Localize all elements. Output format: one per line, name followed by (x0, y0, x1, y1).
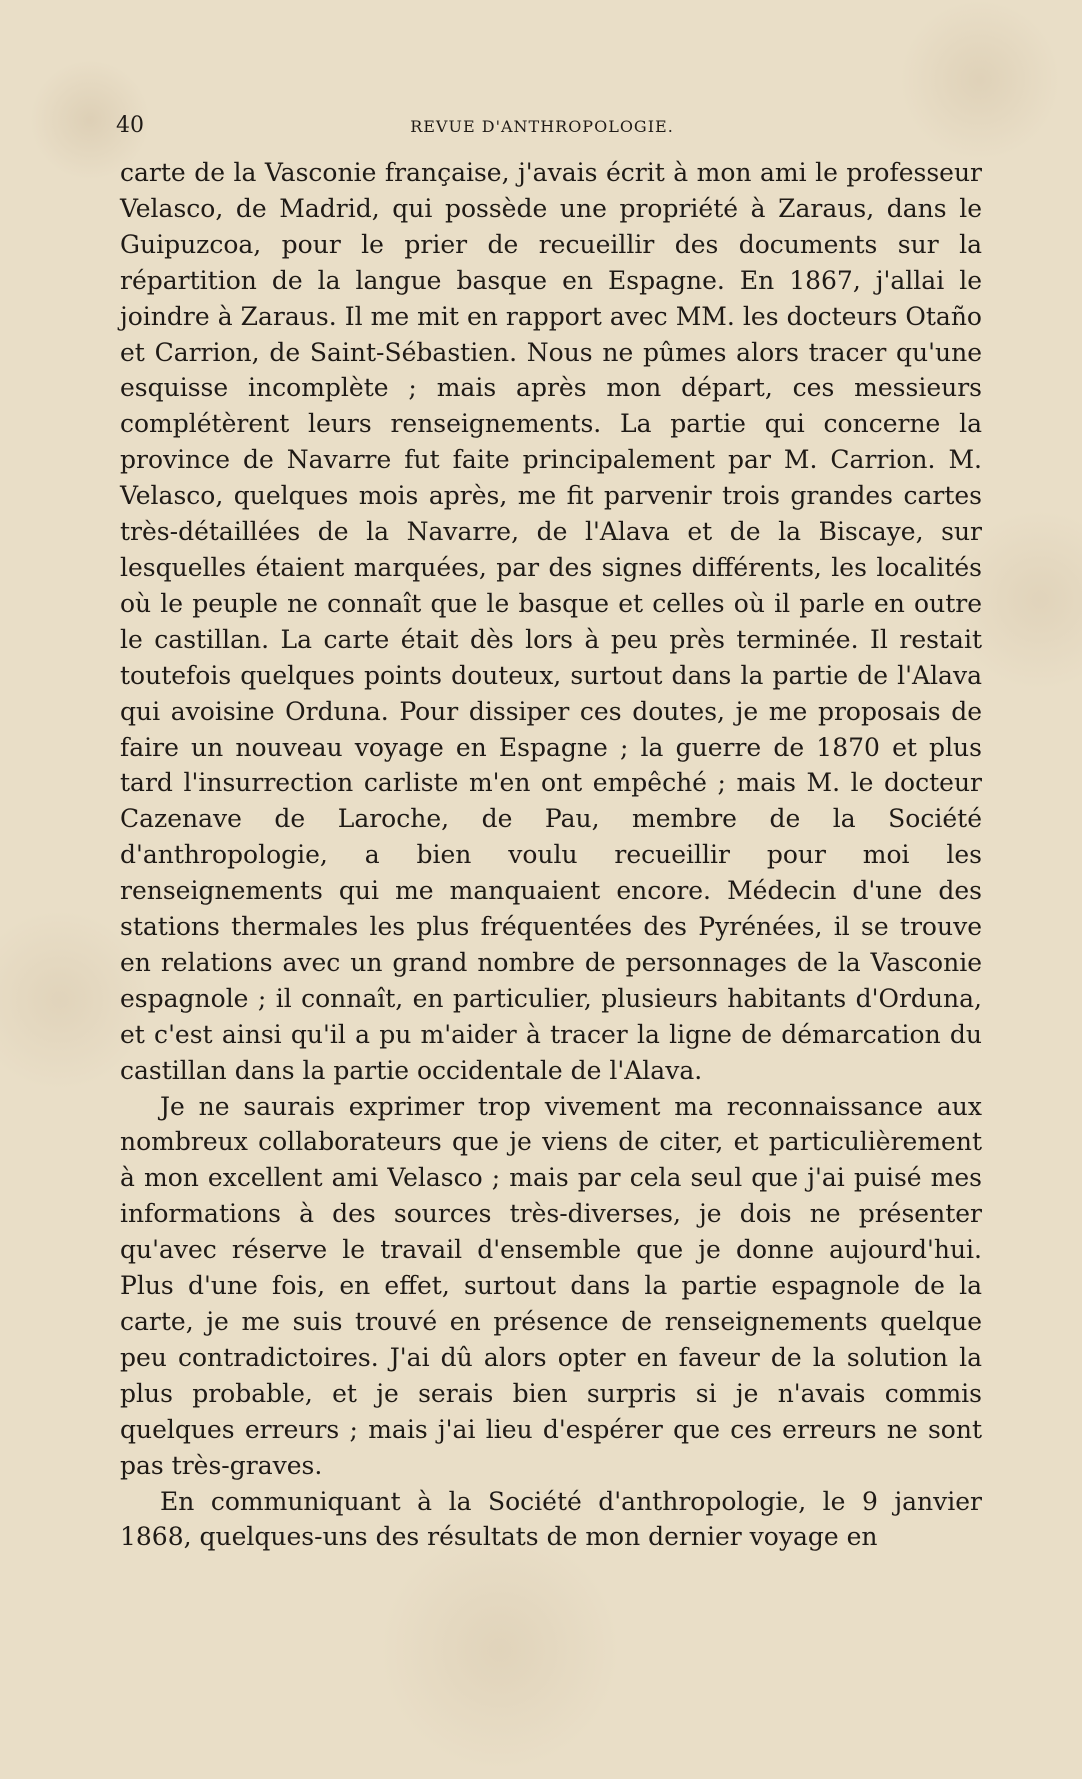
journal-title: REVUE D'ANTHROPOLOGIE. (410, 117, 674, 136)
running-head (116, 113, 968, 137)
body-text (120, 155, 982, 1555)
paragraph-1: carte de la Vasconie française, j'avais écrit à mon ami le professeur Velasco, de Madrid, qui possède une propriété à Zaraus, dans le Guipuzcoa, pour le prier de recueillir des documents sur la répartition de la langue basque en Espagne. En 1867, j'allai le joindre à Zaraus. Il me mit en rapport avec MM. les docteurs Otaño et Carrion, de Saint-Sébastien. Nous ne pûmes alors tracer qu'une esquisse incomplète ; mais après mon départ, ces messieurs complétèrent leurs renseignements. La partie qui concerne la province de Navarre fut faite principalement par M. Carrion. M. Velasco, quelques mois après, me fit parvenir trois grandes cartes très-détaillées de la Navarre, de l'Alava et de la Biscaye, sur lesquelles étaient marquées, par des signes différents, les localités où le peuple ne connaît que le basque et celles où il parle en outre le castillan. La carte était dès lors à peu près terminée. Il restait toutefois quelques points douteux, surtout dans la partie de l'Alava qui avoisine Orduna. Pour dissiper ces doutes, je me proposais de faire un nouveau voyage en Espagne ; la guerre de 1870 et plus tard l'insurrection carliste m'en ont empêché ; mais M. le docteur Cazenave de Laroche, de Pau, membre de la Société d'anthropologie, a bien voulu recueillir pour moi les renseignements qui me manquaient encore. Médecin d'une des stations thermales les plus fréquentées des Pyrénées, il se trouve en relations avec un grand nombre de personnages de la Vasconie espagnole ; il connaît, en particulier, plusieurs habitants d'Orduna, et c'est ainsi qu'il a pu m'aider à tracer la ligne de démarcation du castillan dans la partie occidentale de l'Alava. (120, 158, 982, 1085)
paragraph-3: En communiquant à la Société d'anthropologie, le 9 janvier 1868, quelques-uns des résultats de mon dernier voyage en (120, 1486, 982, 1552)
page-number: 40 (116, 113, 144, 138)
paragraph-2: Je ne saurais exprimer trop vivement ma reconnaissance aux nombreux collaborateurs que je viens de citer, et particulièrement à mon excellent ami Velasco ; mais par cela seul que j'ai puisé mes informations à des sources très-diverses, je dois ne présenter qu'avec réserve le travail d'ensemble que je donne aujourd'hui. Plus d'une fois, en effet, surtout dans la partie espagnole de la carte, je me suis trouvé en présence de renseignements quelque peu contradictoires. J'ai dû alors opter en faveur de la solution la plus probable, et je serais bien surpris si je n'avais commis quelques erreurs ; mais j'ai lieu d'espérer que ces erreurs ne sont pas très-graves. (120, 1091, 982, 1480)
